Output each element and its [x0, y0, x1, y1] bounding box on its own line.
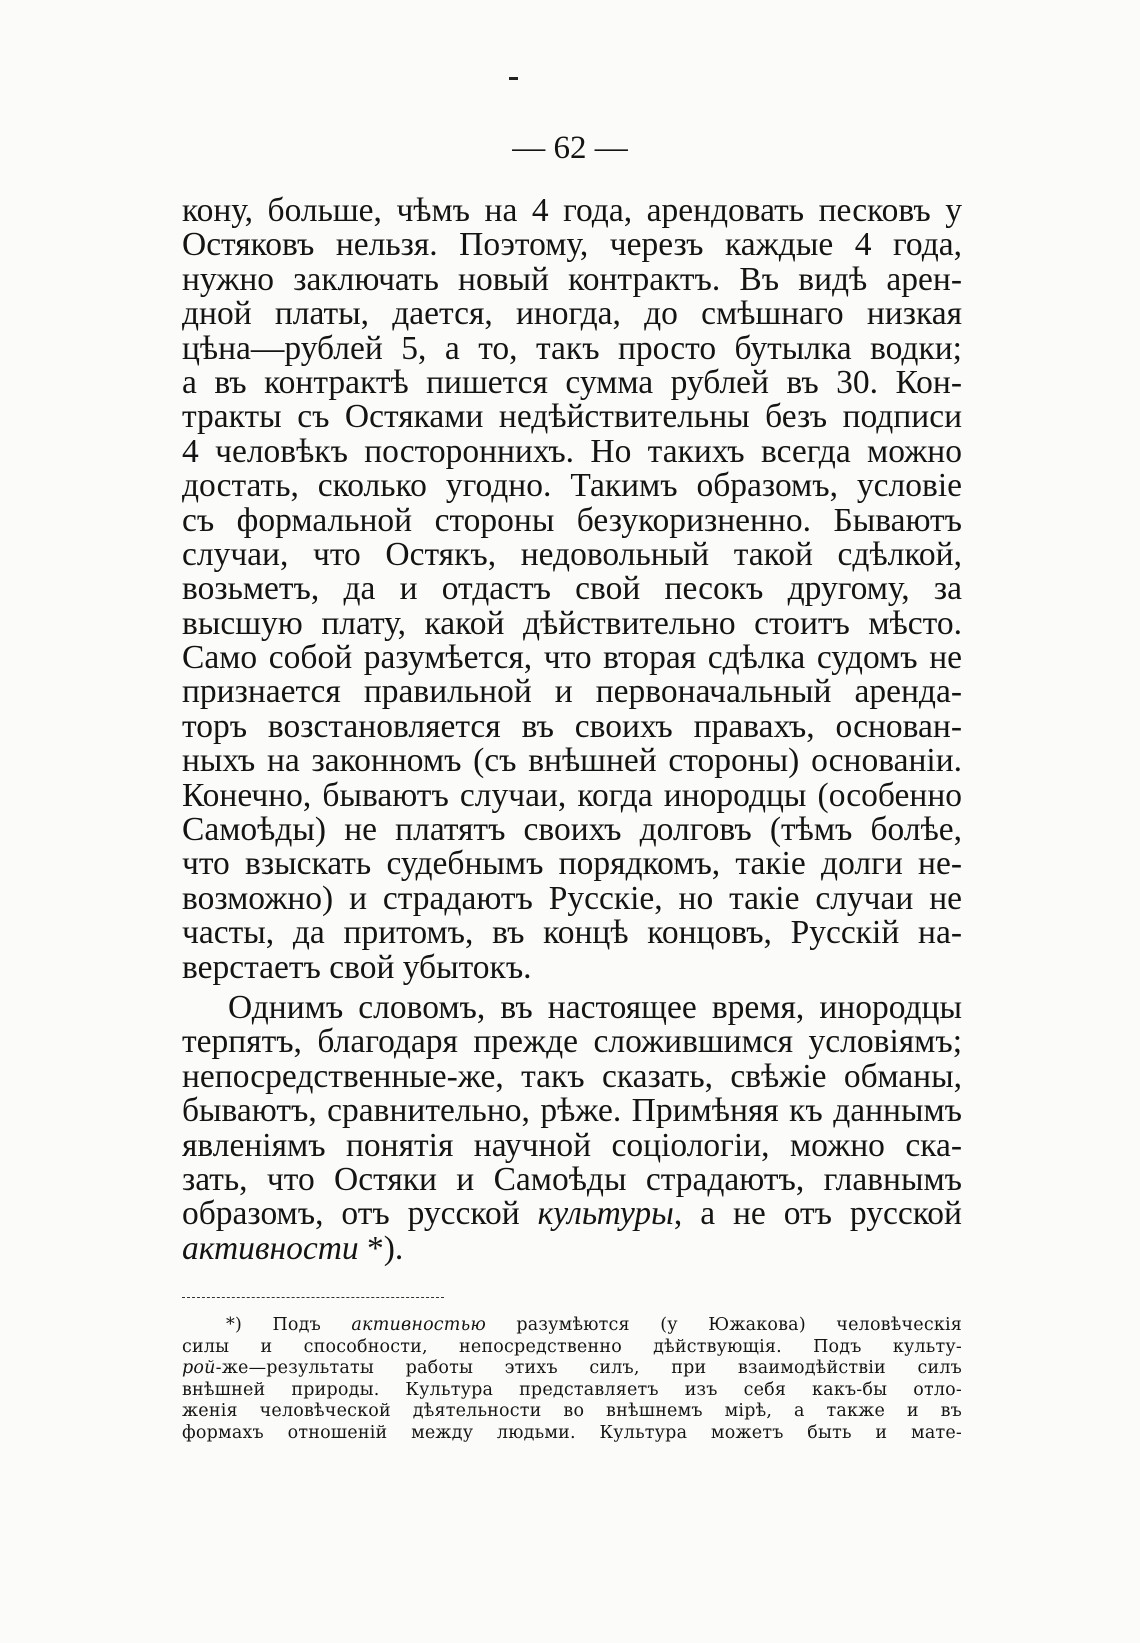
footnote-separator [182, 1297, 444, 1298]
text-line: тракты съ Остяками недѣйствительны безъ подписи [182, 398, 962, 436]
footnote-marker: *) Подъ [226, 1315, 352, 1335]
text-line: Конечно, бываютъ случаи, когда инородцы (особенно [182, 776, 962, 814]
italic-word: рой [182, 1358, 216, 1378]
footnote-line [182, 1315, 962, 1337]
italic-word: активности [182, 1229, 359, 1267]
page-number: — 62 — [512, 130, 628, 166]
footnote-line [182, 1358, 962, 1380]
print-speck [509, 77, 518, 80]
text-line: Однимъ словомъ, въ настоящее время, инородцы [228, 988, 962, 1026]
paragraph-1 [182, 194, 962, 985]
text-segment: разумѣются (у Южакова) человѣческія [485, 1315, 962, 1335]
text-line: признается правильной и первоначальный аренда- [182, 673, 962, 711]
footnote-line: силы и способности, непосредственно дѣйствующія. Подъ культу- [182, 1336, 962, 1357]
main-text [182, 194, 962, 1266]
text-line: 4 человѣкъ постороннихъ. Но такихъ всегда можно [182, 432, 962, 470]
text-line: терпятъ, благодаря прежде сложившимся условіямъ; [182, 1023, 962, 1061]
paragraph-2 [182, 988, 962, 1267]
italic-word: активностью [351, 1315, 486, 1335]
text-line: кону, больше, чѣмъ на 4 года, арендовать песковъ у [182, 192, 962, 229]
text-line: дной платы, дается, иногда, до смѣшнаго низкая [182, 295, 962, 333]
footnote-line: внѣшней природы. Культура представляетъ изъ себя какъ-бы отло- [182, 1379, 962, 1400]
text-line: ныхъ на законномъ (съ внѣшней стороны) основаніи. [182, 742, 962, 780]
text-line: цѣна—рублей 5, а то, такъ просто бутылка водки; [182, 329, 962, 367]
text-line: возможно) и страдаютъ Русскіе, но такіе случаи не [182, 879, 962, 917]
text-line: что взыскать судебнымъ порядкомъ, такіе долги не- [182, 845, 962, 883]
text-line: Остяковъ нельзя. Поэтому, черезъ каждые 4 года, [182, 226, 962, 264]
text-line: верстаетъ свой убытокъ. [182, 948, 532, 986]
text-line: случаи, что Остякъ, недовольный такой сдѣлкой, [182, 535, 962, 573]
footnote-reference: *). [358, 1229, 404, 1267]
text-line: часты, да притомъ, въ концѣ концовъ, Русскій на- [182, 914, 962, 952]
footnote [182, 1315, 962, 1444]
text-line: Само собой разумѣется, что вторая сдѣлка судомъ не [182, 639, 962, 677]
text-line: съ формальной стороны безукоризненно. Бываютъ [182, 501, 962, 539]
text-line: зать, что Остяки и Самоѣды страдаютъ, главнымъ [182, 1160, 962, 1198]
text-line [182, 1229, 962, 1267]
text-line: Самоѣды) не платятъ своихъ долговъ (тѣмъ болѣе, [182, 811, 962, 849]
text-line: нужно заключать новый контрактъ. Въ видѣ арен- [182, 260, 962, 298]
italic-word: культуры [537, 1195, 674, 1233]
text-line: высшую плату, какой дѣйствительно стоитъ мѣсто. [182, 604, 962, 642]
text-line: торъ возстановляется въ своихъ правахъ, основан- [182, 707, 962, 745]
text-line: явленіямъ понятія научной соціологіи, можно ска- [182, 1126, 962, 1164]
footnote-line: женія человѣческой дѣятельности во внѣшнемъ мірѣ, а также и въ [182, 1401, 962, 1421]
text-line [182, 1197, 962, 1231]
text-segment: , а не отъ русской [673, 1195, 962, 1233]
text-line: а въ контрактѣ пишется сумма рублей въ 30. Кон- [182, 363, 962, 401]
text-line: возьметъ, да и отдастъ свой песокъ другому, за [182, 570, 962, 608]
text-line: достать, сколько угодно. Такимъ образомъ, условіе [182, 467, 962, 505]
text-line: непосредственные-же, такъ сказать, свѣжіе обманы, [182, 1057, 962, 1095]
text-line: бываютъ, сравнительно, рѣже. Примѣняя къ даннымъ [182, 1092, 962, 1130]
text-segment: -же—результаты работы этихъ силъ, при взаимодѣйствіи силъ [215, 1358, 962, 1378]
text-segment: образомъ, отъ русской [182, 1195, 538, 1233]
footnote-line: формахъ отношеній между людьми. Культура можетъ быть и мате- [182, 1422, 962, 1443]
